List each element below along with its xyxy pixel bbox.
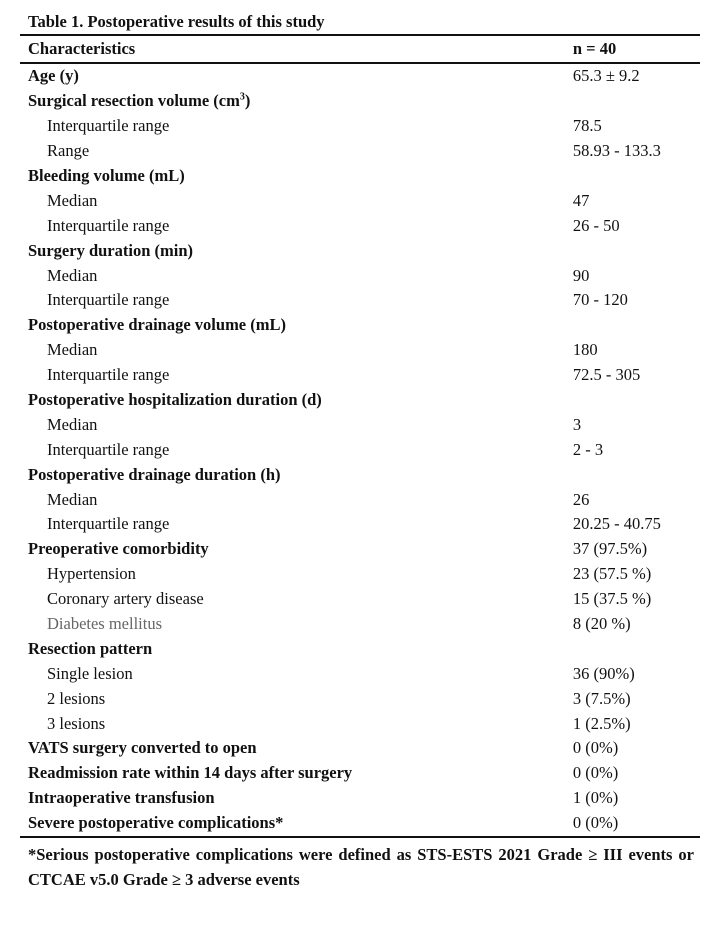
table-row xyxy=(20,164,700,189)
row-label-text: Median xyxy=(47,265,98,285)
row-label xyxy=(20,487,573,512)
row-label xyxy=(20,263,573,288)
table-row xyxy=(20,114,700,139)
table-row xyxy=(20,636,700,661)
table-row xyxy=(20,363,700,388)
table-row xyxy=(20,388,700,413)
row-label xyxy=(20,89,573,114)
row-label-text: Range xyxy=(47,141,90,161)
table-row xyxy=(20,89,700,114)
row-label-text: Postoperative drainage volume (mL) xyxy=(28,315,286,335)
row-value xyxy=(573,238,700,263)
row-label-text: Coronary artery disease xyxy=(47,589,204,609)
row-value: 3 (7.5%) xyxy=(572,688,631,708)
row-label xyxy=(20,612,573,637)
row-value: 1 (2.5%) xyxy=(572,713,631,733)
table-row xyxy=(20,338,700,363)
table-body xyxy=(20,63,700,837)
row-value: 26 xyxy=(572,489,590,509)
row-label-text: Interquartile range xyxy=(47,514,170,534)
row-label-text: Readmission rate within 14 days after surgery xyxy=(28,763,353,783)
table-row xyxy=(20,736,700,761)
row-value: 70 - 120 xyxy=(572,290,628,310)
row-label xyxy=(20,562,573,587)
row-label xyxy=(20,338,573,363)
row-label xyxy=(20,537,573,562)
table-row xyxy=(20,288,700,313)
row-label-text: Median xyxy=(47,414,98,434)
row-label xyxy=(20,139,573,164)
row-label-text: VATS surgery converted to open xyxy=(28,738,257,758)
results-table xyxy=(20,34,700,838)
row-value: 180 xyxy=(572,340,598,360)
row-label xyxy=(20,388,573,413)
row-label-text: Median xyxy=(47,489,98,509)
row-label-text: Preoperative comorbidity xyxy=(28,539,209,559)
row-value: 23 (57.5 %) xyxy=(572,564,652,584)
row-label xyxy=(20,711,573,736)
row-label-suffix: ) xyxy=(244,91,251,111)
row-label-text: Severe postoperative complications* xyxy=(28,813,284,833)
row-value: 72.5 - 305 xyxy=(572,365,641,385)
row-value xyxy=(573,462,700,487)
row-value: 0 (0%) xyxy=(572,813,619,833)
table-row xyxy=(20,562,700,587)
table-row xyxy=(20,437,700,462)
table-row xyxy=(20,587,700,612)
row-value xyxy=(573,388,700,413)
table-row xyxy=(20,238,700,263)
row-value: 47 xyxy=(572,190,590,210)
row-label xyxy=(20,164,573,189)
row-label xyxy=(20,412,573,437)
row-label-text: 3 lesions xyxy=(47,713,106,733)
row-label-text: Interquartile range xyxy=(47,215,170,235)
row-label xyxy=(20,661,573,686)
row-value: 26 - 50 xyxy=(572,215,620,235)
table-row xyxy=(20,661,700,686)
table-row xyxy=(20,537,700,562)
row-label-text: Postoperative drainage duration (h) xyxy=(28,464,281,484)
table-row xyxy=(20,63,700,89)
row-label-text: Bleeding volume (mL) xyxy=(28,166,185,185)
row-value: 2 - 3 xyxy=(572,439,604,459)
row-label-superscript: 3 xyxy=(239,91,245,103)
row-label xyxy=(20,114,573,139)
row-value: 15 (37.5 %) xyxy=(572,589,652,609)
header-n: n = 40 xyxy=(572,39,617,58)
row-label xyxy=(20,288,573,313)
row-label xyxy=(20,761,573,786)
table-header xyxy=(20,35,700,63)
row-label xyxy=(20,63,573,89)
row-value xyxy=(573,313,700,338)
row-label-text: Intraoperative transfusion xyxy=(28,788,215,808)
row-value: 1 (0%) xyxy=(572,788,619,808)
row-label xyxy=(20,437,573,462)
table-row xyxy=(20,487,700,512)
row-label xyxy=(20,363,573,388)
row-label xyxy=(20,512,573,537)
table-row xyxy=(20,761,700,786)
row-label xyxy=(20,462,573,487)
row-value: 78.5 xyxy=(572,116,602,136)
table-row xyxy=(20,612,700,637)
table-row xyxy=(20,811,700,837)
row-label-text: Interquartile range xyxy=(47,365,170,385)
table-row xyxy=(20,711,700,736)
row-label xyxy=(20,238,573,263)
row-value xyxy=(573,636,700,661)
table-footnote: *Serious postoperative complications were defined as STS-ESTS 2021 Grade ≥ III events or CTCAE v5.0 Grade ≥ 3 adverse events xyxy=(28,845,694,889)
row-label xyxy=(20,736,573,761)
row-value: 3 xyxy=(572,414,582,434)
row-label-text: Median xyxy=(47,340,98,360)
row-label-text: Diabetes mellitus xyxy=(47,614,163,634)
row-value: 20.25 - 40.75 xyxy=(572,514,661,534)
table-row xyxy=(20,263,700,288)
row-value: 90 xyxy=(572,265,590,285)
row-value xyxy=(573,89,700,114)
row-label xyxy=(20,313,573,338)
row-label-text: 2 lesions xyxy=(47,688,106,708)
row-label-text: Age (y) xyxy=(28,66,79,86)
row-label-text: Surgery duration (min) xyxy=(28,240,193,260)
row-label-text: Single lesion xyxy=(47,663,133,683)
row-value: 37 (97.5%) xyxy=(572,539,648,559)
row-value: 36 (90%) xyxy=(572,663,635,683)
table-row xyxy=(20,512,700,537)
header-characteristics: Characteristics xyxy=(28,39,136,58)
row-label-text: Interquartile range xyxy=(47,439,170,459)
row-label-text: Hypertension xyxy=(47,564,136,584)
row-label xyxy=(20,188,573,213)
table-row xyxy=(20,412,700,437)
table-row xyxy=(20,213,700,238)
row-label xyxy=(20,587,573,612)
row-label-text: Median xyxy=(47,190,98,210)
row-value: 0 (0%) xyxy=(572,738,619,758)
row-value xyxy=(573,164,700,189)
row-label xyxy=(20,686,573,711)
table-caption: Table 1. Postoperative results of this study xyxy=(28,12,325,31)
row-label-text: Surgical resection volume (cm xyxy=(28,91,240,111)
row-label-text: Interquartile range xyxy=(47,290,170,310)
table-row xyxy=(20,188,700,213)
row-label-text: Resection pattern xyxy=(28,638,153,658)
row-label xyxy=(20,811,573,837)
table-row xyxy=(20,313,700,338)
row-value: 65.3 ± 9.2 xyxy=(572,66,640,86)
row-label-text: Postoperative hospitalization duration (d) xyxy=(28,390,322,410)
table-row xyxy=(20,462,700,487)
table-row xyxy=(20,139,700,164)
row-value: 0 (0%) xyxy=(572,763,619,783)
table-row xyxy=(20,786,700,811)
row-value: 8 (20 %) xyxy=(572,614,631,634)
row-label xyxy=(20,636,573,661)
header-row xyxy=(20,35,700,63)
table-row xyxy=(20,686,700,711)
row-label xyxy=(20,213,573,238)
row-value: 58.93 - 133.3 xyxy=(572,141,661,161)
row-label xyxy=(20,786,573,811)
row-label-text: Interquartile range xyxy=(47,116,170,136)
